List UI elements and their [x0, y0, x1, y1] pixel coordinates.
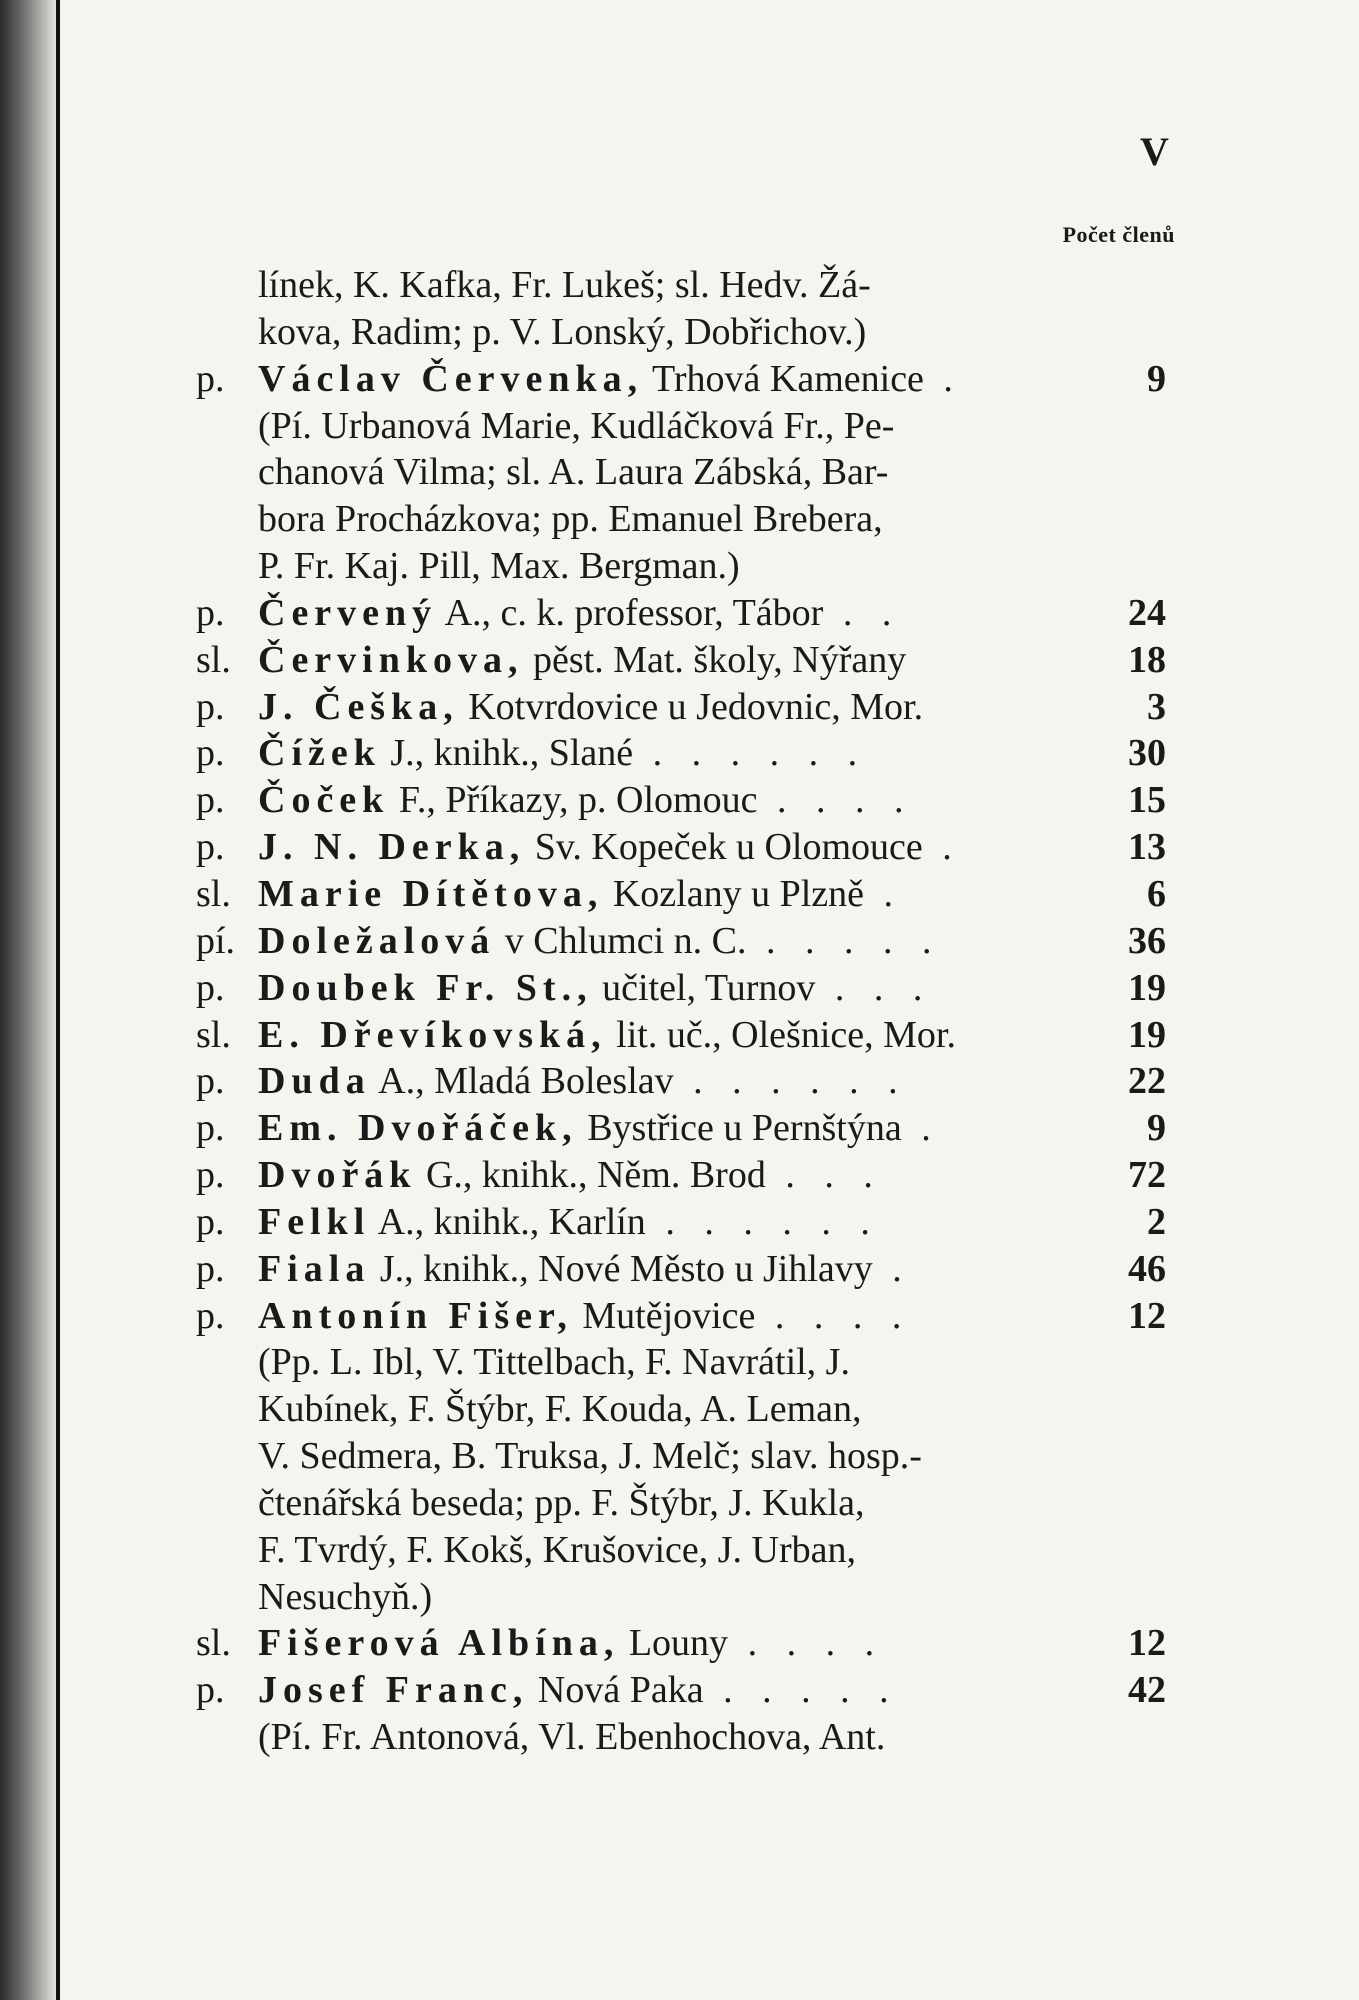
entry-text: kova, Radim; p. V. Lonský, Dobřichov.) — [258, 310, 867, 353]
list-item — [196, 496, 1166, 543]
entry-details: Sv. Kopeček u Olomouce — [525, 826, 923, 869]
entry-title-prefix: p. — [196, 1060, 225, 1103]
entry-text — [258, 1012, 1108, 1059]
entry-text: P. Fr. Kaj. Pill, Max. Bergman.) — [258, 545, 740, 588]
list-item — [196, 543, 1166, 590]
entry-title-prefix: p. — [196, 966, 225, 1009]
entry-leader-dots: . — [922, 826, 962, 869]
entry-details: J., knihk., Slané — [380, 732, 634, 775]
entry-title-prefix: p. — [196, 357, 225, 400]
entry-text — [258, 777, 1108, 824]
entry-name: Antonín Fišer, — [258, 1294, 573, 1337]
entry-text — [258, 590, 1108, 637]
list-item — [196, 1667, 1166, 1714]
entry-text — [258, 1620, 1108, 1667]
entry-details: Louny — [619, 1622, 729, 1665]
entry-leader-dots: . — [923, 357, 963, 400]
entry-title-prefix: pí. — [196, 919, 236, 962]
entry-title-prefix: p. — [196, 826, 225, 869]
entry-text: chanová Vilma; sl. A. Laura Zábská, Bar- — [258, 451, 889, 494]
entry-name: Čížek — [258, 732, 381, 775]
list-item — [196, 449, 1166, 496]
entry-leader-dots: . . . . . — [703, 1669, 899, 1712]
entry-member-count: 72 — [1128, 1154, 1166, 1197]
entry-leader-dots: . — [864, 872, 903, 915]
entry-text: Nesuchyň.) — [258, 1575, 433, 1618]
entry-details: Trhová Kamenice — [643, 357, 924, 400]
entry-text — [258, 824, 1108, 871]
entry-member-count: 9 — [1147, 357, 1166, 400]
entry-leader-dots: . — [901, 1107, 941, 1150]
entry-text — [258, 1293, 1108, 1340]
entry-member-count: 2 — [1147, 1200, 1166, 1243]
list-item — [196, 590, 1166, 637]
entry-title-prefix: p. — [196, 732, 225, 775]
entry-member-count: 18 — [1128, 638, 1166, 681]
entry-title-prefix: sl. — [196, 1622, 231, 1665]
entry-name: Červený — [258, 591, 438, 634]
entry-member-count: 36 — [1128, 919, 1166, 962]
entry-member-count: 19 — [1128, 1013, 1166, 1056]
entry-leader-dots: . . . . . . — [633, 732, 868, 775]
entry-title-prefix: p. — [196, 685, 225, 728]
entry-details: J., knihk., Nové Město u Jihlavy — [370, 1247, 873, 1290]
entry-details: Kotvrdovice u Jedovnic, Mor. — [458, 685, 924, 728]
entry-text: (Pp. L. Ibl, V. Tittelbach, F. Navrátil, J. — [258, 1341, 850, 1384]
entry-details: Bystřice u Pernštýna — [577, 1107, 902, 1150]
list-item — [196, 1339, 1166, 1386]
entry-title-prefix: sl. — [196, 872, 231, 915]
entry-member-count: 42 — [1128, 1669, 1166, 1712]
entry-text: bora Procházkova; pp. Emanuel Brebera, — [258, 498, 883, 541]
entry-leader-dots: . . — [823, 591, 902, 634]
entry-title-prefix: p. — [196, 1200, 225, 1243]
entry-name: Červinkova, — [258, 638, 524, 681]
entry-member-count: 19 — [1128, 966, 1166, 1009]
entry-text: (Pí. Fr. Antonová, Vl. Ebenhochova, Ant. — [258, 1716, 886, 1759]
list-item — [196, 1058, 1166, 1105]
list-item — [196, 309, 1166, 356]
list-item — [196, 262, 1166, 309]
entry-name: Dvořák — [258, 1154, 417, 1197]
entry-member-count: 12 — [1128, 1622, 1166, 1665]
entry-title-prefix: p. — [196, 1294, 225, 1337]
entry-details: Kozlany u Plzně — [603, 872, 864, 915]
entry-text: (Pí. Urbanová Marie, Kudláčková Fr., Pe- — [258, 404, 895, 447]
entry-text: Kubínek, F. Štýbr, F. Kouda, A. Leman, — [258, 1388, 862, 1431]
entry-details: Nová Paka — [528, 1669, 704, 1712]
entry-details: F., Příkazy, p. Olomouc — [389, 779, 758, 822]
entry-leader-dots: . . . . — [728, 1622, 885, 1665]
entry-name: Marie Dítětova, — [258, 872, 604, 915]
entry-title-prefix: sl. — [196, 1013, 231, 1056]
entry-title-prefix: p. — [196, 1247, 225, 1290]
entry-leader-dots: . . . . — [757, 779, 914, 822]
list-item — [196, 824, 1166, 871]
entry-member-count: 9 — [1147, 1107, 1166, 1150]
entry-details: A., c. k. professor, Tábor — [437, 591, 824, 634]
list-item — [196, 777, 1166, 824]
entry-details: G., knihk., Něm. Brod — [416, 1154, 766, 1197]
entry-leader-dots: . . . — [815, 966, 933, 1009]
list-item — [196, 1433, 1166, 1480]
entry-member-count: 30 — [1128, 732, 1166, 775]
entry-details: lit. uč., Olešnice, Mor. — [606, 1013, 956, 1056]
entry-details: A., Mladá Boleslav — [370, 1060, 674, 1103]
list-item — [196, 1012, 1166, 1059]
entry-name: Em. Dvořáček, — [258, 1107, 578, 1150]
entry-text — [258, 1152, 1108, 1199]
list-item — [196, 1714, 1166, 1761]
entry-leader-dots: . . . — [765, 1154, 883, 1197]
entry-text: čtenářská beseda; pp. F. Štýbr, J. Kukla, — [258, 1481, 865, 1524]
entry-name: Fišerová Albína, — [258, 1622, 620, 1665]
entry-leader-dots: . . . . . — [746, 919, 942, 962]
list-item — [196, 1152, 1166, 1199]
list-item — [196, 1386, 1166, 1433]
list-item — [196, 730, 1166, 777]
list-item — [196, 1293, 1166, 1340]
column-header-member-count: Počet členů — [1062, 222, 1175, 247]
entry-title-prefix: p. — [196, 1107, 225, 1150]
entry-text — [258, 918, 1108, 965]
list-item — [196, 1105, 1166, 1152]
entry-title-prefix: p. — [196, 779, 225, 822]
entry-name: Doležalová — [258, 919, 496, 962]
entry-name: Fiala — [258, 1247, 371, 1290]
entry-text — [258, 684, 1108, 731]
entry-text: línek, K. Kafka, Fr. Lukeš; sl. Hedv. Žá- — [258, 264, 871, 306]
list-item — [196, 1527, 1166, 1574]
entry-details: A., knihk., Karlín — [370, 1200, 646, 1243]
entry-name: Čoček — [258, 779, 390, 822]
list-item — [196, 1620, 1166, 1667]
list-item — [196, 1574, 1166, 1621]
entry-leader-dots: . . . . . . — [645, 1200, 880, 1243]
entry-details: pěst. Mat. školy, Nýřany — [523, 638, 907, 681]
entry-name: J. Češka, — [258, 685, 459, 728]
page-signature-letter: V — [1140, 129, 1169, 174]
entry-name: Václav Červenka, — [258, 357, 644, 400]
entry-text: V. Sedmera, B. Truksa, J. Melč; slav. hosp.- — [258, 1435, 922, 1478]
entry-member-count: 24 — [1128, 591, 1166, 634]
list-item — [196, 637, 1166, 684]
entry-member-count: 15 — [1128, 779, 1166, 822]
entry-text — [258, 871, 1108, 918]
entry-details: učitel, Turnov — [592, 966, 816, 1009]
entry-details: v Chlumci n. C. — [495, 919, 747, 962]
entry-name: E. Dřevíkovská, — [258, 1013, 607, 1056]
entry-name: Doubek Fr. St., — [258, 966, 593, 1009]
member-list — [196, 262, 1166, 1761]
book-spine-shadow — [0, 0, 62, 2000]
entry-text — [258, 1246, 1108, 1293]
entry-member-count: 3 — [1147, 685, 1166, 728]
list-item — [196, 1199, 1166, 1246]
entry-text — [258, 1058, 1108, 1105]
entry-member-count: 22 — [1128, 1060, 1166, 1103]
entry-text — [258, 730, 1108, 777]
entry-text — [258, 1105, 1108, 1152]
list-item — [196, 1246, 1166, 1293]
list-item — [196, 684, 1166, 731]
entry-text — [258, 1667, 1108, 1714]
entry-name: Josef Franc, — [258, 1669, 529, 1712]
entry-text — [258, 356, 1108, 403]
entry-member-count: 12 — [1128, 1294, 1166, 1337]
entry-name: Felkl — [258, 1200, 371, 1243]
entry-member-count: 46 — [1128, 1247, 1166, 1290]
entry-leader-dots: . . . . . . — [673, 1060, 908, 1103]
entry-text — [258, 1199, 1108, 1246]
entry-title-prefix: sl. — [196, 638, 231, 681]
entry-name: Duda — [258, 1060, 371, 1103]
list-item — [196, 1480, 1166, 1527]
entry-leader-dots: . — [872, 1247, 912, 1290]
entry-title-prefix: p. — [196, 591, 225, 634]
list-item — [196, 403, 1166, 450]
entry-member-count: 13 — [1128, 826, 1166, 869]
list-item — [196, 918, 1166, 965]
entry-text — [258, 965, 1108, 1012]
page-edge-line — [56, 0, 60, 2000]
entry-title-prefix: p. — [196, 1154, 225, 1197]
entry-name: J. N. Derka, — [258, 826, 526, 869]
entry-leader-dots: . . . . — [755, 1294, 912, 1337]
entry-title-prefix: p. — [196, 1669, 225, 1712]
entry-text — [258, 637, 1108, 684]
entry-text: F. Tvrdý, F. Kokš, Krušovice, J. Urban, — [258, 1528, 857, 1571]
entry-member-count: 6 — [1147, 872, 1166, 915]
list-item — [196, 871, 1166, 918]
entry-details: Mutějovice — [572, 1294, 756, 1337]
list-item — [196, 965, 1166, 1012]
list-item — [196, 356, 1166, 403]
